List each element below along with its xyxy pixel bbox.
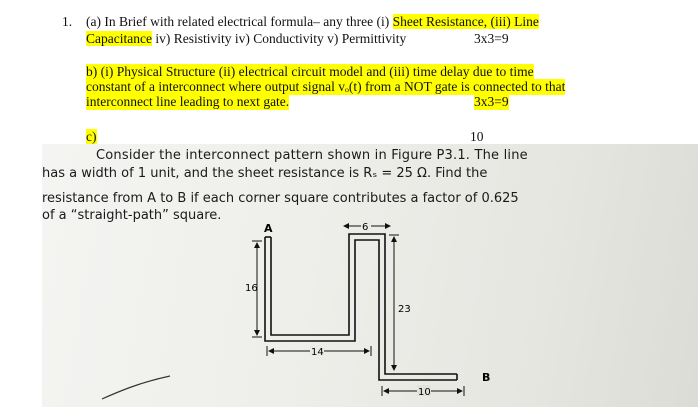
dim-14-label: 14 [311, 347, 324, 358]
question-1a-prefix: (a) In Brief with related electrical formula– any three (i) [86, 14, 393, 29]
dimension-6 [344, 220, 390, 233]
interconnect-figure [42, 144, 698, 407]
question-1a-highlight-1: Sheet Resistance, (iii) Line [392, 14, 539, 29]
dimension-23 [389, 235, 411, 374]
pen-mark [102, 376, 170, 399]
question-1a-highlight-2: Capacitance [86, 31, 152, 46]
label-b: B [482, 371, 491, 384]
question-1b-line-1: b) (i) Physical Structure (ii) electrical circuit model and (iii) time delay due to time [86, 64, 534, 79]
question-1b-line-2: constant of a interconnect where output signal vₒ(t) from a NOT gate is connected to that [86, 79, 566, 94]
textbook-photo [42, 144, 698, 407]
dim-10-label: 10 [418, 387, 431, 398]
label-a: A [264, 222, 273, 235]
dimension-10 [382, 385, 464, 398]
question-1c-label: c) [86, 129, 97, 144]
interconnect-wire [265, 234, 457, 380]
dimension-16 [245, 241, 262, 337]
question-1a-line-1 [86, 14, 539, 30]
dimension-14 [267, 345, 371, 358]
textbook-line-1: Consider the interconnect pattern shown in Figure P3.1. The line [96, 148, 528, 163]
dim-23-label: 23 [398, 304, 411, 315]
textbook-line-3: resistance from A to B if each corner square contributes a factor of 0.625 [42, 191, 519, 206]
textbook-line-4: of a “straight-path” square. [42, 208, 222, 223]
textbook-line-2: has a width of 1 unit, and the sheet resistance is Rₛ = 25 Ω. Find the [42, 166, 488, 181]
dim-16-label: 16 [245, 283, 258, 294]
question-1a-suffix: iv) Resistivity iv) Conductivity v) Permittivity [151, 31, 407, 46]
question-1a-line-2 [86, 31, 406, 47]
question-1c-marks: 10 [470, 129, 484, 144]
question-1a-marks: 3x3=9 [474, 31, 509, 46]
dim-6-label: 6 [362, 222, 369, 233]
question-1b-line-3: interconnect line leading to next gate. [86, 94, 290, 109]
question-number: 1. [62, 14, 73, 29]
question-1b-marks: 3x3=9 [474, 94, 509, 109]
